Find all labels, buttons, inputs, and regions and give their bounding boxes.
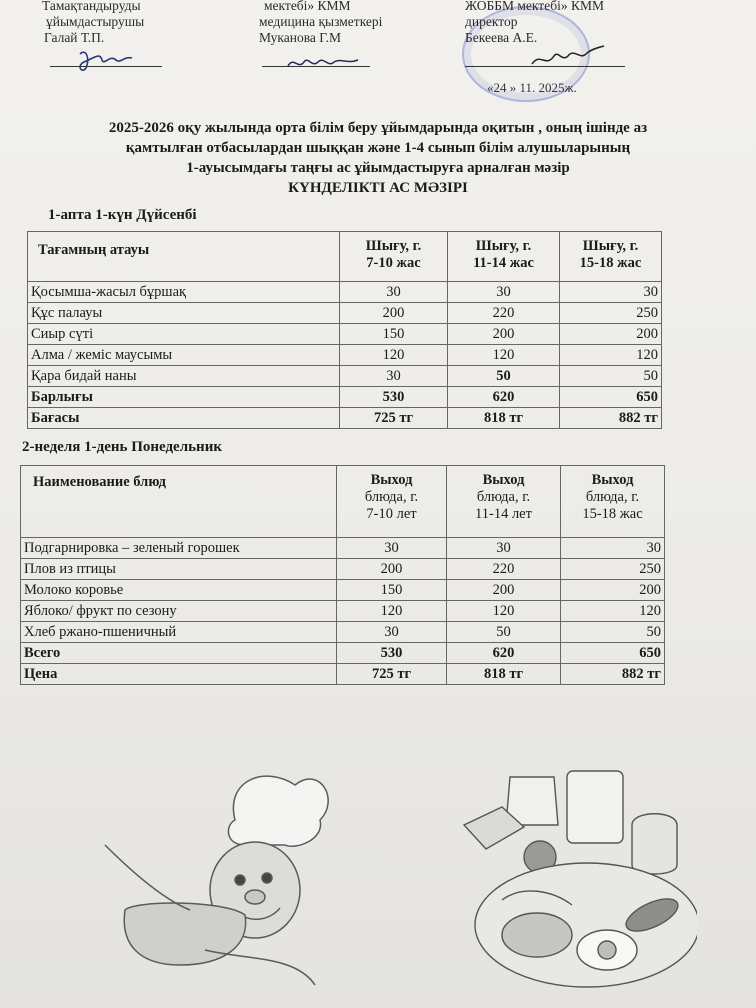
table-cell: 200 [561,580,665,601]
table-cell: Плов из птицы [21,559,337,580]
header-cell [561,466,665,538]
header-cell [21,466,337,538]
signature-left [72,46,152,76]
table-cell: Подгарнировка – зеленый горошек [21,538,337,559]
header-middle-line: Муканова Г.М [259,30,341,45]
table-cell: Қара бидай наны [28,366,340,387]
table-row [21,580,665,601]
header-right-line: директор [465,14,518,29]
approval-date: «24 » 11. 2025ж. [487,80,577,95]
table-cell: Қосымша-жасыл бұршақ [28,282,340,303]
header-right-block [465,0,604,46]
header-right-line: ЖОББМ мектебі» КММ [465,0,604,13]
header-middle-line: мектебі» КММ [264,0,351,13]
total-row [28,387,662,408]
table-row [28,303,662,324]
table-cell: 150 [337,580,447,601]
header-cell [340,232,448,282]
header-cell-text: Тағамның атауы [38,242,150,258]
table-cell: Бағасы [28,408,340,429]
table-cell: Сиыр сүті [28,324,340,345]
title-line: 2025-2026 оқу жылында орта білім беру ұйымдарында оқитын , оның ішінде аз [108,120,648,136]
header-cell-text: 11-14 лет [475,506,532,522]
header-cell-text: 15-18 жас [582,506,643,522]
table-cell: 30 [337,622,447,643]
breakfast-food-illustration [462,765,697,995]
header-cell-text: Шығу, г. [475,238,532,254]
table-cell: 725 тг [337,664,447,685]
table-header-row [28,232,662,282]
header-cell-text: Наименование блюд [33,474,166,490]
table-cell: 30 [447,538,561,559]
table-cell: 30 [340,282,448,303]
table-cell: 725 тг [340,408,448,429]
table-cell: 250 [560,303,662,324]
table-cell: 120 [337,601,447,622]
title-line: КҮНДЕЛІКТІ АС МӘЗІРІ [288,180,468,196]
table-cell: 120 [448,345,560,366]
signature-line-middle [262,66,370,67]
table-cell: 220 [448,303,560,324]
table-cell: 620 [447,643,561,664]
table-cell: 30 [340,366,448,387]
table-cell: 120 [340,345,448,366]
header-cell-text: блюда, г. [476,489,531,505]
table-cell: Молоко коровье [21,580,337,601]
header-cell-text: 11-14 жас [473,255,534,271]
header-middle-line: медицина қызметкері [259,14,383,29]
table-cell: 818 тг [447,664,561,685]
chef-illustration [95,760,345,995]
week2-label: 2-неделя 1-день Понедельник [22,439,222,455]
header-cell-text: Выход [591,472,634,488]
table-cell: 220 [447,559,561,580]
table-cell: 882 тг [560,408,662,429]
table-row [21,601,665,622]
week1-menu-table [27,231,662,429]
header-middle-block [259,0,382,46]
table-cell: 50 [561,622,665,643]
header-cell [337,466,447,538]
table-cell: 620 [448,387,560,408]
table-cell: 150 [340,324,448,345]
table-row [28,366,662,387]
table-row [21,538,665,559]
table-cell: 200 [340,303,448,324]
table-cell: 120 [447,601,561,622]
table-cell: 650 [560,387,662,408]
table-cell: 50 [560,366,662,387]
header-left-line: Тамақтандыруды [42,0,141,13]
header-cell-text: блюда, г. [364,489,419,505]
table-cell: 200 [448,324,560,345]
table-cell: Цена [21,664,337,685]
table-row [21,622,665,643]
header-left-line: Галай Т.П. [44,30,105,45]
table-cell: Алма / жеміс маусымы [28,345,340,366]
header-cell [28,232,340,282]
table-row [28,282,662,303]
header-cell-text: Выход [370,472,413,488]
table-cell: 30 [448,282,560,303]
price-row [21,664,665,685]
header-cell-text: блюда, г. [585,489,640,505]
table-cell: 200 [560,324,662,345]
table-cell: Барлығы [28,387,340,408]
price-row [28,408,662,429]
table-row [28,324,662,345]
table-row [21,559,665,580]
header-cell [448,232,560,282]
header-right-line: Бекеева А.Е. [465,30,538,45]
table-cell: 200 [337,559,447,580]
table-cell: 30 [337,538,447,559]
table-header-row [21,466,665,538]
header-left-line: ұйымдастырушы [46,14,145,29]
table-cell: 530 [337,643,447,664]
title-line: 1-ауысымдағы таңғы ас ұйымдастыруға арналған мәзір [186,160,570,176]
week2-menu-table [20,465,665,685]
table-cell: Всего [21,643,337,664]
table-cell: Құс палауы [28,303,340,324]
table-cell: 818 тг [448,408,560,429]
table-cell: 200 [447,580,561,601]
signature-line-left [50,66,162,67]
table-cell: 50 [448,366,560,387]
table-cell: 120 [560,345,662,366]
table-cell: 530 [340,387,448,408]
table-cell: 882 тг [561,664,665,685]
signature-line-right [465,66,625,67]
total-row [21,643,665,664]
header-left-block [42,0,144,46]
table-cell: 120 [561,601,665,622]
header-cell-text: 7-10 жас [366,255,421,271]
header-cell-text: 15-18 жас [579,255,642,271]
title-line: қамтылған отбасылардан шыққан және 1-4 сынып білім алушыларының [125,140,631,156]
header-cell [447,466,561,538]
table-cell: 30 [560,282,662,303]
week1-label: 1-апта 1-күн Дүйсенбі [48,207,197,223]
table-row [28,345,662,366]
header-cell-text: Выход [482,472,525,488]
table-cell: 50 [447,622,561,643]
table-cell: 650 [561,643,665,664]
header-cell-text: 7-10 лет [366,506,417,522]
table-cell: Хлеб ржано-пшеничный [21,622,337,643]
table-cell: Яблоко/ фрукт по сезону [21,601,337,622]
menu-title [0,118,756,198]
header-cell-text: Шығу, г. [365,238,422,254]
table-cell: 30 [561,538,665,559]
table-cell: 250 [561,559,665,580]
signature-right [528,42,608,74]
header-cell [560,232,662,282]
signature-middle [284,52,364,76]
header-cell-text: Шығу, г. [582,238,639,254]
